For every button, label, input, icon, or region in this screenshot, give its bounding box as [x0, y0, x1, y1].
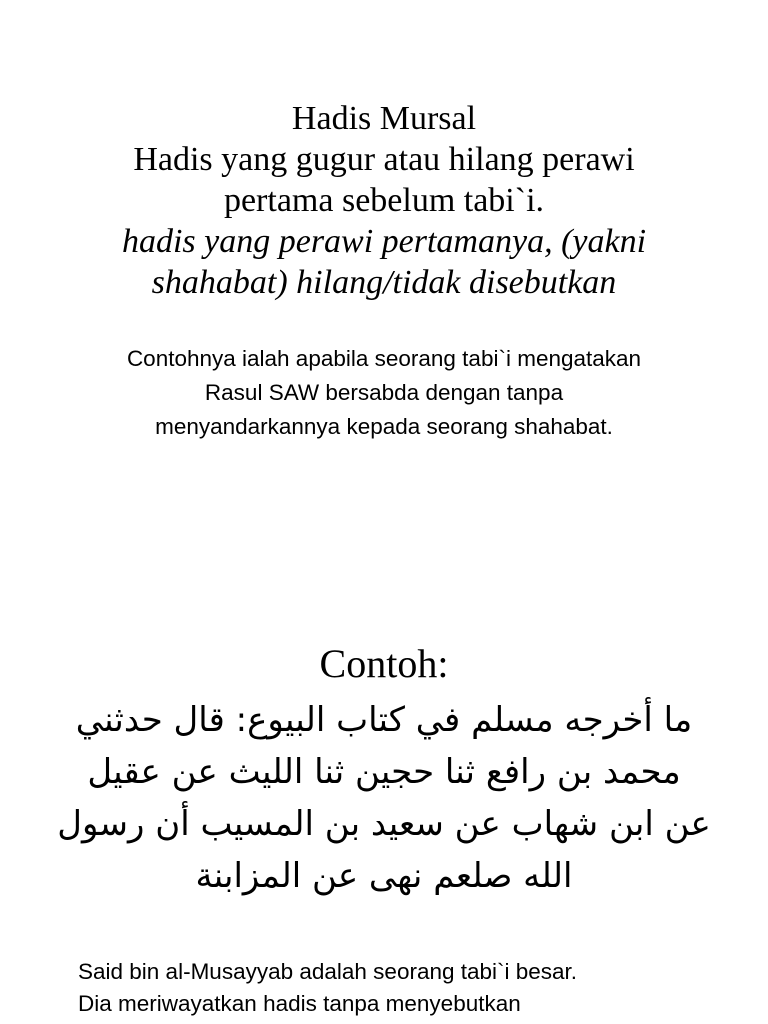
definition-line: pertama sebelum tabi`i.	[223, 182, 545, 219]
note-paragraph	[78, 956, 738, 1020]
intro-paragraph	[40, 342, 728, 444]
note-line: Said bin al-Musayyab adalah seorang tabi`i besar.	[78, 959, 578, 984]
italic-definition-line: hadis yang perawi pertamanya, (yakni	[121, 223, 647, 260]
arabic-line: محمد بن رافع ثنا حجين ثنا الليث عن عقيل	[87, 752, 681, 792]
slide-title: Hadis Mursal	[291, 100, 477, 137]
definition-line: Hadis yang gugur atau hilang perawi	[133, 141, 635, 178]
definition-heading	[40, 98, 728, 303]
italic-definition-line: shahabat) hilang/tidak disebutkan	[151, 264, 617, 301]
arabic-hadith-text	[40, 694, 728, 902]
intro-line: Contohnya ialah apabila seorang tabi`i mengatakan	[126, 346, 642, 371]
intro-line: menyandarkannya kepada seorang shahabat.	[155, 414, 613, 439]
arabic-line: ما أخرجه مسلم في كتاب البيوع: قال حدثني	[75, 700, 693, 740]
note-line: Dia meriwayatkan hadis tanpa menyebutkan	[78, 991, 521, 1016]
arabic-line: الله صلعم نهى عن المزابنة	[195, 856, 573, 896]
example-title: Contoh:	[319, 641, 449, 686]
arabic-line: عن ابن شهاب عن سعيد بن المسيب أن رسول	[57, 804, 711, 844]
intro-line: Rasul SAW bersabda dengan tanpa	[204, 380, 564, 405]
